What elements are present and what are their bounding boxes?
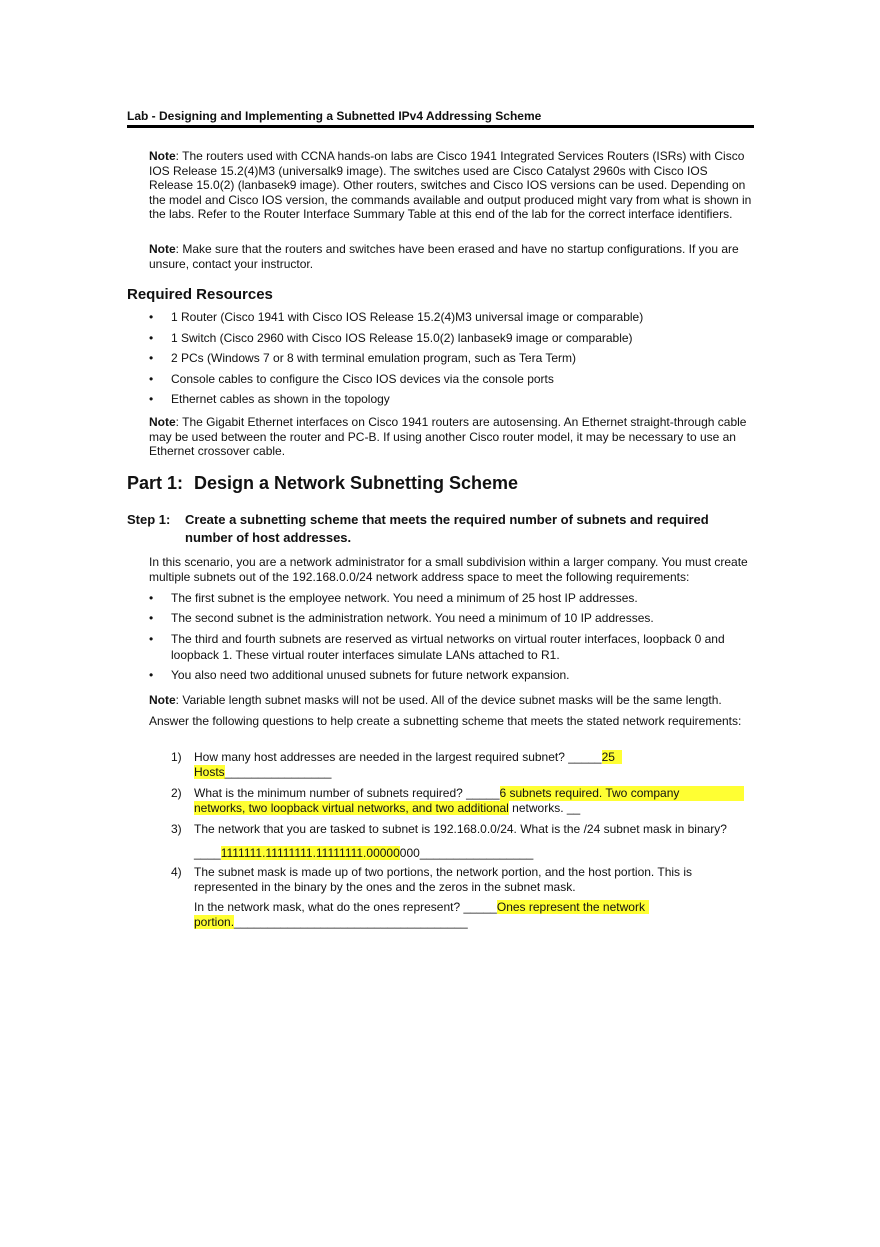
step-heading	[127, 511, 754, 547]
question-number: 2)	[171, 786, 182, 800]
answer-blank: ________________	[224, 764, 332, 779]
question-prompt: In the network mask, what do the ones represent? _____	[194, 900, 497, 914]
question-text: The network that you are tasked to subnet is 192.168.0.0/24. What is the /24 subnet mask in binary?	[194, 822, 727, 836]
part-heading	[127, 473, 518, 494]
answer-highlight: networks, two loopback virtual networks, and two additional	[194, 800, 509, 815]
list-item: • The first subnet is the employee network. You need a minimum of 25 host IP addresses.	[149, 591, 638, 605]
page-header: Lab - Designing and Implementing a Subnetted IPv4 Addressing Scheme	[127, 109, 754, 128]
note-erase	[149, 242, 754, 271]
scenario-paragraph: In this scenario, you are a network administrator for a small subdivision within a larger company. You must create multiple subnets out of the 192.168.0.0/24 network address space to meet the following requirements:	[149, 555, 748, 584]
note-vlsm	[149, 693, 754, 708]
list-item: • 2 PCs (Windows 7 or 8 with terminal emulation program, such as Tera Term)	[149, 351, 577, 365]
note-label: Note	[149, 242, 176, 256]
bullet-icon: •	[149, 632, 154, 646]
question-4	[149, 865, 754, 929]
note-text: : The routers used with CCNA hands-on labs are Cisco 1941 Integrated Services Routers (ISRs) with Cisco IOS Release 15.2(4)M3 (universalk9 image). The switches used are Cisco Catalyst 2960s with Cisco IOS Release 15.0(2) (lanbasek9 image). Other routers, switches and Cisco IOS versions can be used. Depending on the model and Cisco IOS version, the commands available and output produced might vary from what is shown in the labs. Refer to the Router Interface Summary Table at this end of the lab for the correct interface identifiers.	[149, 149, 752, 221]
question-number: 4)	[171, 865, 182, 879]
answer-blank: ____	[194, 845, 221, 860]
question-number: 1)	[171, 750, 182, 764]
question-text: How many host addresses are needed in the largest required subnet? _____	[194, 750, 602, 764]
answer-highlight: portion.	[194, 914, 235, 929]
answer-highlight: 1111111.11111111.11111111.00000	[220, 845, 400, 860]
list-item: • The third and fourth subnets are reserved as virtual networks on virtual router interfaces, loopback 0 and loopback 1. These virtual router interfaces simulate LANs attached to R1.	[149, 632, 725, 662]
list-item: • The second subnet is the administration network. You need a minimum of 10 IP addresses.	[149, 611, 654, 625]
answer-tail: networks. __	[508, 800, 581, 815]
question-1	[149, 750, 754, 779]
list-item: • Console cables to configure the Cisco IOS devices via the console ports	[149, 371, 554, 386]
bullet-icon: •	[149, 392, 154, 406]
answer-blank: ___________________________________	[234, 914, 468, 929]
question-text: The subnet mask is made up of two portions, the network portion, and the host portion. This is represented in the binary by the ones and the zeros in the subnet mask.	[194, 865, 693, 894]
resources-list	[149, 310, 754, 407]
note-gigabit	[149, 415, 754, 459]
question-text: What is the minimum number of subnets required? _____	[194, 786, 500, 800]
note-text: : The Gigabit Ethernet interfaces on Cisco 1941 routers are autosensing. An Ethernet straight-through cable may be used between the router and PC-B. If using another Cisco router model, it may be necessary to use an Ethernet crossover cable.	[149, 415, 747, 458]
requirements-list	[149, 591, 754, 683]
list-item: • 1 Switch (Cisco 2960 with Cisco IOS Release 15.0(2) lanbasek9 image or comparable)	[149, 330, 633, 345]
bullet-icon: •	[149, 611, 154, 625]
answer-highlight: 6 subnets required. Two company	[500, 786, 744, 801]
list-item: • You also need two additional unused subnets for future network expansion.	[149, 668, 570, 682]
note-label: Note	[149, 693, 176, 707]
part-title: Design a Network Subnetting Scheme	[194, 473, 519, 493]
bullet-icon: •	[149, 371, 154, 386]
list-item: • 1 Router (Cisco 1941 with Cisco IOS Release 15.2(4)M3 universal image or comparable)	[149, 310, 644, 324]
bullet-icon: •	[149, 310, 154, 324]
bullet-icon: •	[149, 351, 154, 365]
answer-highlight: 25	[601, 750, 615, 764]
list-item: • Ethernet cables as shown in the topology	[149, 392, 390, 406]
section-heading-resources: Required Resources	[127, 286, 273, 303]
note-text: : Make sure that the routers and switches have been erased and have no startup configurations. If you are unsure, contact your instructor.	[149, 242, 739, 271]
question-2	[149, 786, 754, 815]
instructions-paragraph: Answer the following questions to help create a subnetting scheme that meets the stated network requirements:	[149, 714, 742, 728]
note-hardware	[149, 149, 754, 222]
bullet-icon: •	[149, 668, 154, 682]
note-label: Note	[149, 149, 176, 163]
note-text: : Variable length subnet masks will not be used. All of the device subnet masks will be the same length.	[175, 693, 722, 707]
step-title: Create a subnetting scheme that meets the required number of subnets and required number of host addresses.	[185, 512, 709, 545]
step-number: Step 1:	[127, 512, 171, 527]
question-number: 3)	[171, 822, 182, 836]
note-label: Note	[149, 415, 176, 429]
question-3	[149, 822, 754, 860]
bullet-icon: •	[149, 591, 154, 605]
answer-blank: 000_________________	[399, 845, 534, 860]
bullet-icon: •	[149, 330, 154, 345]
part-number: Part 1:	[127, 473, 184, 493]
answer-highlight: Ones represent the network	[497, 900, 649, 914]
answer-highlight: Hosts	[194, 764, 225, 779]
